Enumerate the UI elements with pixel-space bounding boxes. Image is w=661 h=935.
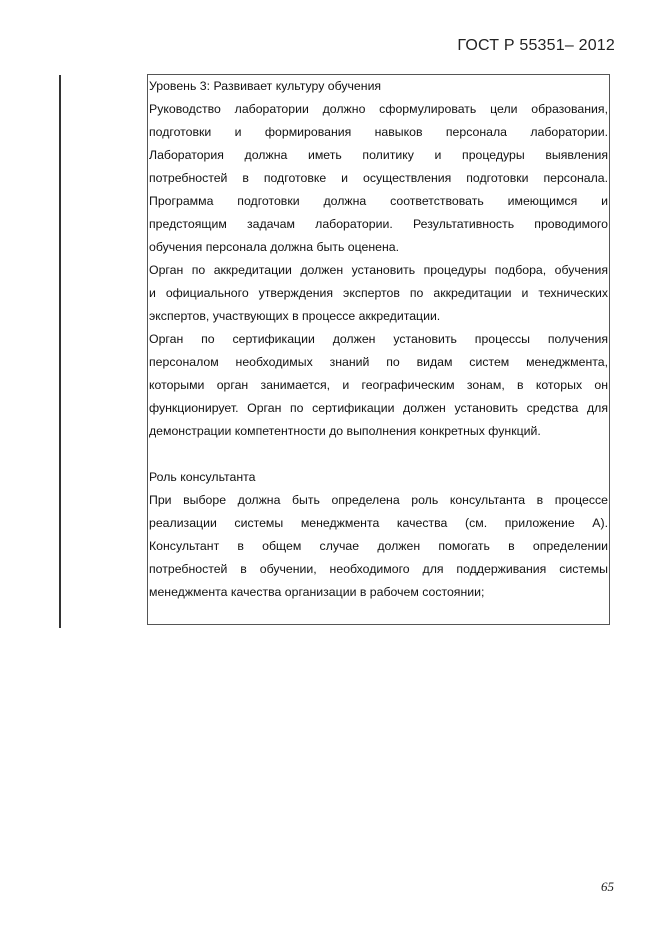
- text-line: Консультант в общем случае должен помогать в определении: [149, 539, 608, 553]
- text-line: которыми орган занимается, и географическим зонам, в которых он: [149, 378, 608, 392]
- text-line: потребностей в обучении, необходимого для поддерживания системы: [149, 562, 608, 576]
- text-line: и официального утверждения экспертов по аккредитации и технических: [149, 286, 608, 300]
- level-3-section: [149, 75, 608, 443]
- consultant-heading: Роль консультанта: [149, 470, 256, 484]
- level-paragraphs: [149, 98, 608, 443]
- text-box: [147, 74, 610, 625]
- text-line: Руководство лаборатории должно сформулировать цели образования,: [149, 102, 608, 116]
- text-line: обучения персонала должна быть оценена.: [149, 240, 400, 254]
- text-line: предстоящим задачам лаборатории. Результативность проводимого: [149, 217, 608, 231]
- text-line: Программа подготовки должна соответствовать имеющимся и: [149, 194, 608, 208]
- text-line: экспертов, участвующих в процессе аккредитации.: [149, 309, 441, 323]
- text-line: При выборе должна быть определена роль консультанта в процессе: [149, 493, 608, 507]
- text-line: потребностей в подготовке и осуществления подготовки персонала.: [149, 171, 608, 185]
- text-line: персоналом необходимых знаний по видам систем менеджмента,: [149, 355, 608, 369]
- text-line: подготовки и формирования навыков персонала лаборатории.: [149, 125, 608, 139]
- document-number-header: ГОСТ Р 55351– 2012: [457, 37, 615, 54]
- level-heading: Уровень 3: Развивает культуру обучения: [149, 79, 382, 93]
- text-line: реализации системы менеджмента качества (см. приложение А).: [149, 516, 608, 530]
- text-line: менеджмента качества организации в рабочем состоянии;: [149, 585, 485, 599]
- page-number: 65: [601, 879, 614, 894]
- consultant-section: [149, 466, 608, 604]
- text-line: Орган по сертификации должен установить процессы получения: [149, 332, 608, 346]
- text-line: Орган по аккредитации должен установить процедуры подбора, обучения: [149, 263, 608, 277]
- consultant-paragraph: [149, 489, 608, 604]
- text-line: демонстрации компетентности до выполнения конкретных функций.: [149, 424, 541, 438]
- change-margin-bar: [59, 75, 61, 628]
- text-line: функционирует. Орган по сертификации должен установить средства для: [149, 401, 608, 415]
- text-line: Лаборатория должна иметь политику и процедуры выявления: [149, 148, 608, 162]
